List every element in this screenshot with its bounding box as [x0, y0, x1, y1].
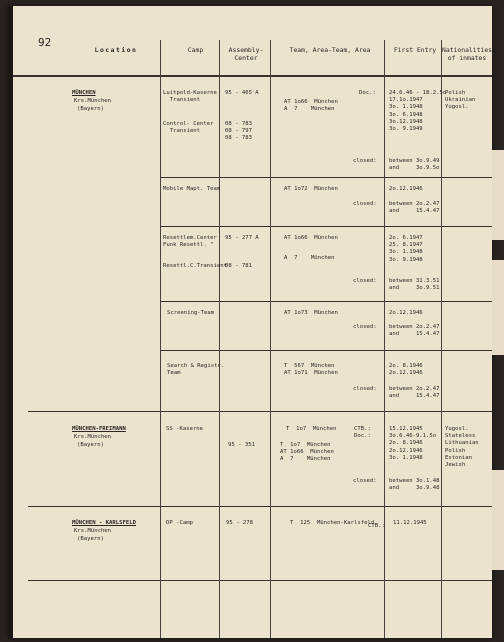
location-name: MÜNCHEN - KARLSFELD: [72, 520, 136, 526]
row-rule: [28, 580, 492, 581]
row-rule: [160, 350, 492, 351]
location-state: (Bayern): [77, 106, 104, 112]
team-entry: AT 1o66 München A 7 München: [284, 99, 338, 113]
team-entry: A 7 München: [284, 255, 335, 261]
closed-label: closed:: [353, 158, 377, 164]
first-entry: 2o.12.1946: [389, 310, 423, 316]
page-edge-tab: [492, 150, 504, 240]
first-entry-closed: between 2o.2.47 and 15.4.47: [389, 201, 440, 215]
assembly-center: 95 - 465 A: [225, 90, 259, 96]
page-edge-tab: [492, 260, 504, 355]
camp-name: Resettlem.Center Funk Resettl. ": [163, 235, 217, 249]
camp-name: DP -Camp: [166, 520, 193, 526]
row-rule: [160, 226, 492, 227]
nationalities: Yugosl. Stateless Lithuanian Polish Estonian Jewish: [445, 426, 479, 469]
ctb-doc-label: CTB.: Doc.:: [354, 426, 371, 440]
first-entry: 24.6.46 - 18.2.5o 17.1o.1947 3o. 1.1948 3o. 6.1948 3o.12.1948 3o. 9.1949: [389, 90, 447, 133]
header-location: Location: [94, 46, 138, 54]
team-entry: AT 1o72 München: [284, 186, 338, 192]
location-state: (Bayern): [77, 536, 104, 542]
camp-name: Search & Registr. Team: [167, 363, 225, 377]
camp-name: Mobile Mapt. Team: [163, 186, 221, 192]
row-rule: [28, 506, 492, 507]
first-entry: 15.12.1945 3o.6.46-9.1.5o 2o. 8.1946 2o.12.1946 3o. 1.1948: [389, 426, 437, 461]
location-district: Krs.München: [74, 528, 112, 534]
camp-name: Luitpold-Kaserne Transient: [163, 90, 217, 104]
assembly-center: 95 - 278: [226, 520, 253, 526]
row-rule: [160, 301, 492, 302]
first-entry: 2o. 6.1947 25. 8.1947 3o. 1.1948 3o. 9.1948: [389, 235, 423, 263]
closed-label: closed:: [353, 478, 377, 484]
assembly-center: 08 - 783 08 - 797 08 - 783: [225, 121, 252, 142]
first-entry-closed: between 31.3.51 and 3o.9.51: [389, 278, 440, 292]
location-name: MÜNCHEN: [72, 90, 96, 96]
first-entry: 11.12.1945: [393, 520, 427, 526]
camp-name: Control- Center Transient: [163, 121, 214, 135]
camp-name: Resettl.C.Transient: [163, 263, 227, 269]
row-rule: [160, 177, 492, 178]
header-camp: Camp: [187, 46, 204, 54]
doc-label: Doc.:: [359, 90, 376, 96]
team-entry: T 567 München AT 1o71 München: [284, 363, 338, 377]
page-binding-edge: [8, 6, 13, 638]
first-entry: 2o.12.1946: [389, 186, 423, 192]
closed-label: closed:: [353, 278, 377, 284]
nationalities: Polish Ukrainian Yugosl.: [445, 90, 476, 111]
column-rule: [384, 40, 385, 638]
column-rule: [219, 40, 220, 638]
header-assembly-center: Assembly- Center: [228, 46, 264, 62]
page-edge-tab: [492, 470, 504, 570]
first-entry-closed: between 3o.9.49 and 3o.9.5o: [389, 158, 440, 172]
closed-label: closed:: [353, 201, 377, 207]
assembly-center: 08 - 781: [225, 263, 252, 269]
first-entry-closed: between 2o.2.47 and 15.4.47: [389, 386, 440, 400]
camp-name: SS -Kaserne: [166, 426, 204, 432]
first-entry: 2o. 8.1946 2o.12.1946: [389, 363, 423, 377]
closed-label: closed:: [353, 324, 377, 330]
assembly-center: 95 - 351: [228, 442, 255, 448]
camp-name: Screening-Team: [167, 310, 215, 316]
closed-label: closed:: [353, 386, 377, 392]
location-district: Krs.München: [74, 434, 112, 440]
ctb-label: CTB.:: [368, 523, 385, 529]
page-number: 92: [38, 36, 52, 49]
team-entry: T 1o7 München: [286, 426, 337, 432]
row-rule: [28, 411, 492, 412]
assembly-center: 95 - 277 A: [225, 235, 259, 241]
location-state: (Bayern): [77, 442, 104, 448]
header-rule: [8, 75, 492, 77]
header-first-entry: First Entry: [393, 46, 437, 54]
team-entry: T 1o7 München AT 1o66 München A 7 München: [280, 442, 334, 463]
document-page: [8, 6, 492, 638]
team-entry: AT 1o73 München: [284, 310, 338, 316]
column-rule: [160, 40, 161, 638]
header-team: Team, Area-Team, Area: [289, 46, 371, 54]
team-entry: AT 1o66 München: [284, 235, 338, 241]
team-entry: T 125 München-Karlsfeld: [290, 520, 375, 526]
first-entry-closed: between 2o.2.47 and 15.4.47: [389, 324, 440, 338]
location-district: Krs.München: [74, 98, 112, 104]
column-rule: [270, 40, 271, 638]
location-name: MÜNCHEN-FREIMANN: [72, 426, 126, 432]
first-entry-closed: between 3o.1.48 and 3o.9.48: [389, 478, 440, 492]
header-nationalities: Nationalities of inmates: [442, 46, 492, 62]
